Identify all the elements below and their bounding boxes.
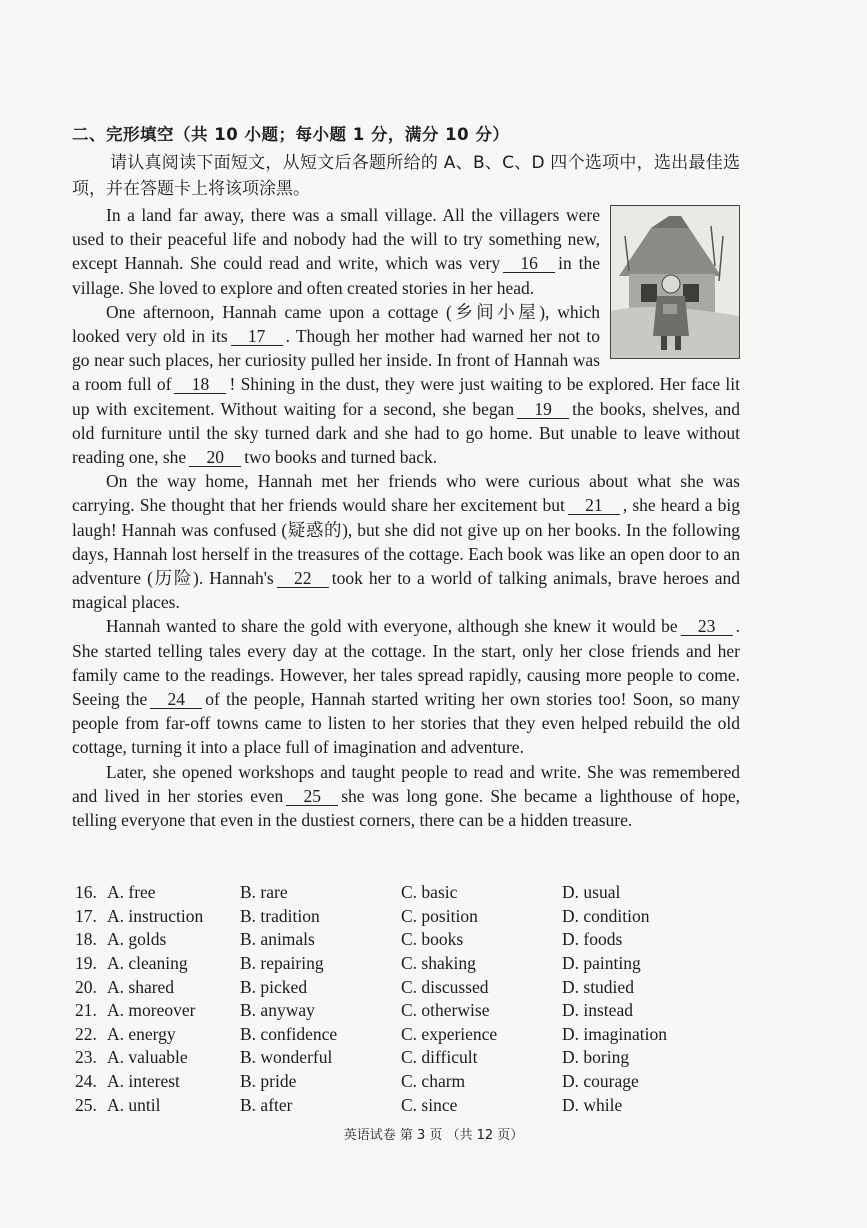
- option-c[interactable]: C. otherwise: [401, 1000, 490, 1021]
- blank-20: 20: [189, 448, 241, 467]
- answer-options: [75, 881, 735, 1117]
- option-d[interactable]: D. courage: [562, 1071, 639, 1092]
- option-c[interactable]: C. difficult: [401, 1047, 478, 1068]
- section-instruction: 请认真阅读下面短文，从短文后各题所给的 A、B、C、D 四个选项中，选出最佳选项，并在答题卡上将该项涂黑。: [72, 153, 740, 199]
- option-row-23: [75, 1046, 735, 1070]
- option-d[interactable]: D. boring: [562, 1047, 630, 1068]
- passage-paragraph-4: [72, 614, 740, 759]
- blank-22: 22: [277, 569, 329, 588]
- option-c[interactable]: C. charm: [401, 1071, 466, 1092]
- option-a[interactable]: A. interest: [107, 1071, 180, 1092]
- blank-19: 19: [517, 400, 569, 419]
- question-number: 23.: [75, 1047, 97, 1068]
- option-c[interactable]: C. experience: [401, 1023, 498, 1044]
- passage-text: in the village. She loved to explore and often created stories in her head.: [72, 253, 600, 298]
- option-b[interactable]: B. picked: [240, 976, 308, 997]
- passage-text: Later, she opened workshops and taught people to read and write. She was remembered and lived in her stories even: [72, 761, 740, 806]
- blank-25: 25: [286, 787, 338, 806]
- blank-24: 24: [150, 690, 202, 709]
- option-d[interactable]: D. while: [562, 1094, 623, 1115]
- option-row-17: [75, 905, 735, 929]
- option-c[interactable]: C. discussed: [401, 976, 489, 997]
- option-b[interactable]: B. confidence: [240, 1023, 338, 1044]
- option-row-24: [75, 1070, 735, 1094]
- option-b[interactable]: B. repairing: [240, 953, 324, 974]
- option-a[interactable]: A. until: [107, 1094, 161, 1115]
- blank-17: 17: [231, 327, 283, 346]
- passage-paragraph-5: [72, 760, 740, 833]
- passage-text: On the way home, Hannah met her friends who were curious about what she was carrying. She thought that her friends would share her excitement but: [72, 471, 740, 516]
- option-d[interactable]: D. condition: [562, 905, 650, 926]
- question-number: 21.: [75, 1000, 97, 1021]
- option-a[interactable]: A. shared: [107, 976, 175, 997]
- option-row-25: [75, 1093, 735, 1117]
- blank-16: 16: [503, 254, 555, 273]
- option-c[interactable]: C. basic: [401, 882, 458, 903]
- passage-text: two books and turned back.: [244, 447, 438, 468]
- passage-text: In a land far away, there was a small village. All the villagers were used to their peaceful life and nobody had the will to try something new, except Hannah. She could read and write, which was very: [72, 205, 600, 274]
- option-row-16: [75, 881, 735, 905]
- blank-21: 21: [568, 496, 620, 515]
- option-d[interactable]: D. studied: [562, 976, 634, 997]
- cottage-illustration: [610, 205, 740, 359]
- option-d[interactable]: D. painting: [562, 953, 641, 974]
- option-row-18: [75, 928, 735, 952]
- option-d[interactable]: D. usual: [562, 882, 621, 903]
- passage-text: Hannah wanted to share the gold with everyone, although she knew it would be: [106, 616, 678, 637]
- passage-text: . She started telling tales every day at the cottage. In the start, only her close friends and her family came to the readings. However, her tales spread rapidly, causing more people to come. Seeing the: [72, 616, 740, 710]
- option-b[interactable]: B. anyway: [240, 1000, 315, 1021]
- option-b[interactable]: B. wonderful: [240, 1047, 333, 1068]
- question-number: 20.: [75, 976, 97, 997]
- question-number: 19.: [75, 953, 97, 974]
- option-row-19: [75, 952, 735, 976]
- option-d[interactable]: D. foods: [562, 929, 623, 950]
- option-a[interactable]: A. instruction: [107, 905, 204, 926]
- option-row-20: [75, 975, 735, 999]
- question-number: 25.: [75, 1094, 97, 1115]
- option-d[interactable]: D. instead: [562, 1000, 633, 1021]
- option-c[interactable]: C. shaking: [401, 953, 476, 974]
- option-c[interactable]: C. books: [401, 929, 464, 950]
- question-number: 18.: [75, 929, 97, 950]
- passage-paragraph-3: [72, 469, 740, 614]
- option-a[interactable]: A. free: [107, 882, 156, 903]
- option-a[interactable]: A. moreover: [107, 1000, 196, 1021]
- option-c[interactable]: C. position: [401, 905, 478, 926]
- cloze-passage: [72, 203, 740, 832]
- option-b[interactable]: B. tradition: [240, 905, 320, 926]
- passage-text: . Though her mother had warned her not to go near such places, her curiosity pulled her inside. In front of Hannah was a room full of: [72, 326, 600, 395]
- option-row-22: [75, 1023, 735, 1047]
- option-a[interactable]: A. golds: [107, 929, 167, 950]
- option-a[interactable]: A. valuable: [107, 1047, 188, 1068]
- passage-text: the books, shelves, and old furniture until the sky turned dark and she had to go home. But unable to leave without reading one, she: [72, 398, 740, 468]
- passage-text: ! Shining in the dust, they were just waiting to be explored. Her face lit up with excitement. Without waiting for a second, she began: [72, 374, 741, 419]
- passage-paragraph-1: [72, 203, 740, 300]
- blank-18: 18: [174, 375, 226, 394]
- question-number: 17.: [75, 905, 97, 926]
- passage-text: she was long gone. She became a lighthouse of hope, telling everyone that even in the dustiest corners, there can be a hidden treasure.: [72, 785, 740, 831]
- question-number: 16.: [75, 882, 97, 903]
- passage-text: , she heard a big laugh! Hannah was confused (疑惑的), but she did not give up on her books. In the following days, Hannah lost herself in the treasures of the cottage. Each book was like an open door to an adventure (历险). Hannah's: [72, 495, 741, 589]
- question-number: 22.: [75, 1023, 97, 1044]
- option-c[interactable]: C. since: [401, 1094, 458, 1115]
- option-a[interactable]: A. energy: [107, 1023, 176, 1044]
- option-b[interactable]: B. animals: [240, 929, 315, 950]
- page-footer: 英语试卷 第 3 页 （共 12 页）: [343, 1128, 524, 1143]
- option-b[interactable]: B. after: [240, 1094, 293, 1115]
- option-a[interactable]: A. cleaning: [107, 953, 188, 974]
- passage-text: took her to a world of talking animals, brave heroes and magical places.: [72, 568, 740, 613]
- passage-text: of the people, Hannah started writing her own stories too! Soon, so many people from far-off towns came to listen to her stories that they even helped rebuild the old cottage, turning it into a place full of imagination and adventure.: [72, 689, 740, 758]
- option-b[interactable]: B. pride: [240, 1071, 297, 1092]
- option-b[interactable]: B. rare: [240, 882, 288, 903]
- section-title: 二、完形填空（共 10 小题；每小题 1 分，满分 10 分）: [72, 125, 510, 144]
- option-d[interactable]: D. imagination: [562, 1023, 667, 1044]
- option-row-21: [75, 999, 735, 1023]
- question-number: 24.: [75, 1071, 97, 1092]
- blank-23: 23: [681, 617, 733, 636]
- passage-text: One afternoon, Hannah came upon a cottage (乡间小屋), which looked very old in its: [72, 301, 600, 347]
